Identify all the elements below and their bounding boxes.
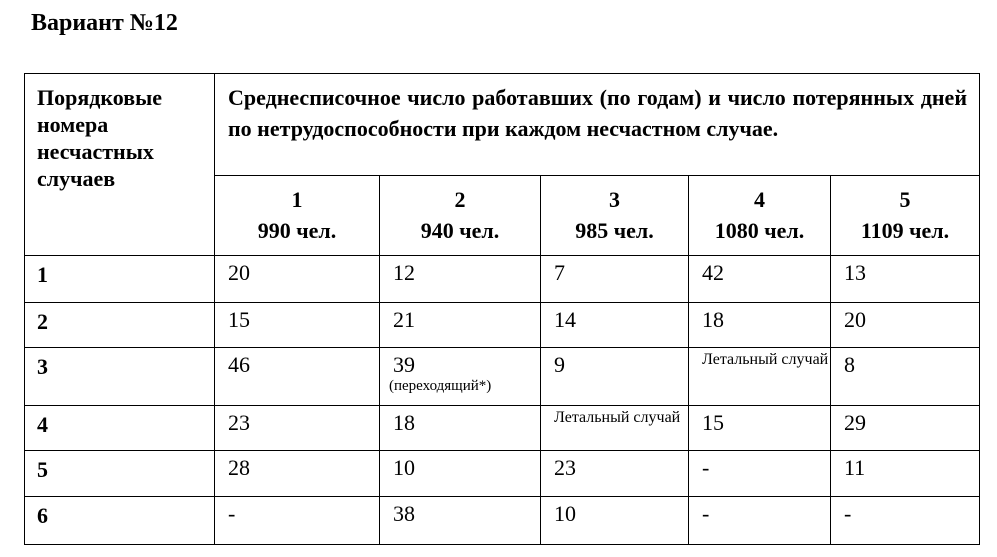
- row-header-label: Порядковые номера несчастных случаев: [37, 85, 163, 191]
- year-label: 4: [754, 187, 765, 212]
- injury-table: [24, 73, 980, 545]
- table-row: [25, 451, 980, 497]
- table-cell: 23: [541, 451, 689, 497]
- column-header-1: [215, 176, 380, 256]
- column-header-2: [380, 176, 541, 256]
- row-header-cell: [25, 74, 215, 256]
- table-cell: 29: [831, 406, 980, 451]
- table-cell: 15: [215, 303, 380, 348]
- table-cell: 13: [831, 256, 980, 303]
- table-cell: 11: [831, 451, 980, 497]
- carryover-note: (переходящий*): [389, 378, 492, 394]
- year-label: 3: [609, 187, 620, 212]
- table-cell: -: [689, 451, 831, 497]
- table-cell: -: [215, 497, 380, 545]
- table-cell: 28: [215, 451, 380, 497]
- page-title: Вариант №12: [31, 10, 178, 36]
- main-header-cell: [215, 74, 980, 176]
- table-row: [25, 406, 980, 451]
- row-number: 1: [25, 256, 215, 303]
- row-number: 2: [25, 303, 215, 348]
- table-cell: 21: [380, 303, 541, 348]
- year-label: 1: [291, 187, 303, 212]
- table-cell: -: [689, 497, 831, 545]
- table-cell: 18: [380, 406, 541, 451]
- table-cell: -: [831, 497, 980, 545]
- year-label: 5: [899, 187, 911, 212]
- table-cell: 46: [215, 348, 380, 406]
- table-row: [25, 497, 980, 545]
- table-cell: [380, 348, 541, 406]
- column-header-4: [689, 176, 831, 256]
- workers-label: 985 чел.: [575, 218, 654, 243]
- table-cell: 9: [541, 348, 689, 406]
- table-row: [25, 303, 980, 348]
- table-cell: 38: [380, 497, 541, 545]
- column-header-5: [831, 176, 980, 256]
- row-number: 6: [25, 497, 215, 545]
- table-row: [25, 348, 980, 406]
- row-number: 3: [25, 348, 215, 406]
- workers-label: 990 чел.: [257, 218, 337, 243]
- table-cell: 10: [380, 451, 541, 497]
- table-row: [25, 256, 980, 303]
- workers-label: 1109 чел.: [860, 218, 950, 243]
- table-cell: 42: [689, 256, 831, 303]
- year-label: 2: [454, 187, 466, 212]
- column-header-3: [541, 176, 689, 256]
- table-cell: 10: [541, 497, 689, 545]
- table-cell: 7: [541, 256, 689, 303]
- table-cell: 18: [689, 303, 831, 348]
- table-cell: Летальный случай: [541, 406, 689, 451]
- workers-label: 1080 чел.: [714, 218, 805, 243]
- main-header-label: Среднесписочное число работавших (по годам) и число потерянных дней по нетрудоспособности при каждом несчастном случае.: [228, 85, 967, 141]
- row-number: 5: [25, 451, 215, 497]
- table-cell: 20: [831, 303, 980, 348]
- table-cell: 14: [541, 303, 689, 348]
- table-cell: 15: [689, 406, 831, 451]
- table-cell: Летальный случай: [689, 348, 831, 406]
- cell-value: 39: [393, 352, 415, 377]
- table-cell: 23: [215, 406, 380, 451]
- table-cell: 8: [831, 348, 980, 406]
- table-cell: 20: [215, 256, 380, 303]
- table-cell: 12: [380, 256, 541, 303]
- workers-label: 940 чел.: [420, 218, 500, 243]
- row-number: 4: [25, 406, 215, 451]
